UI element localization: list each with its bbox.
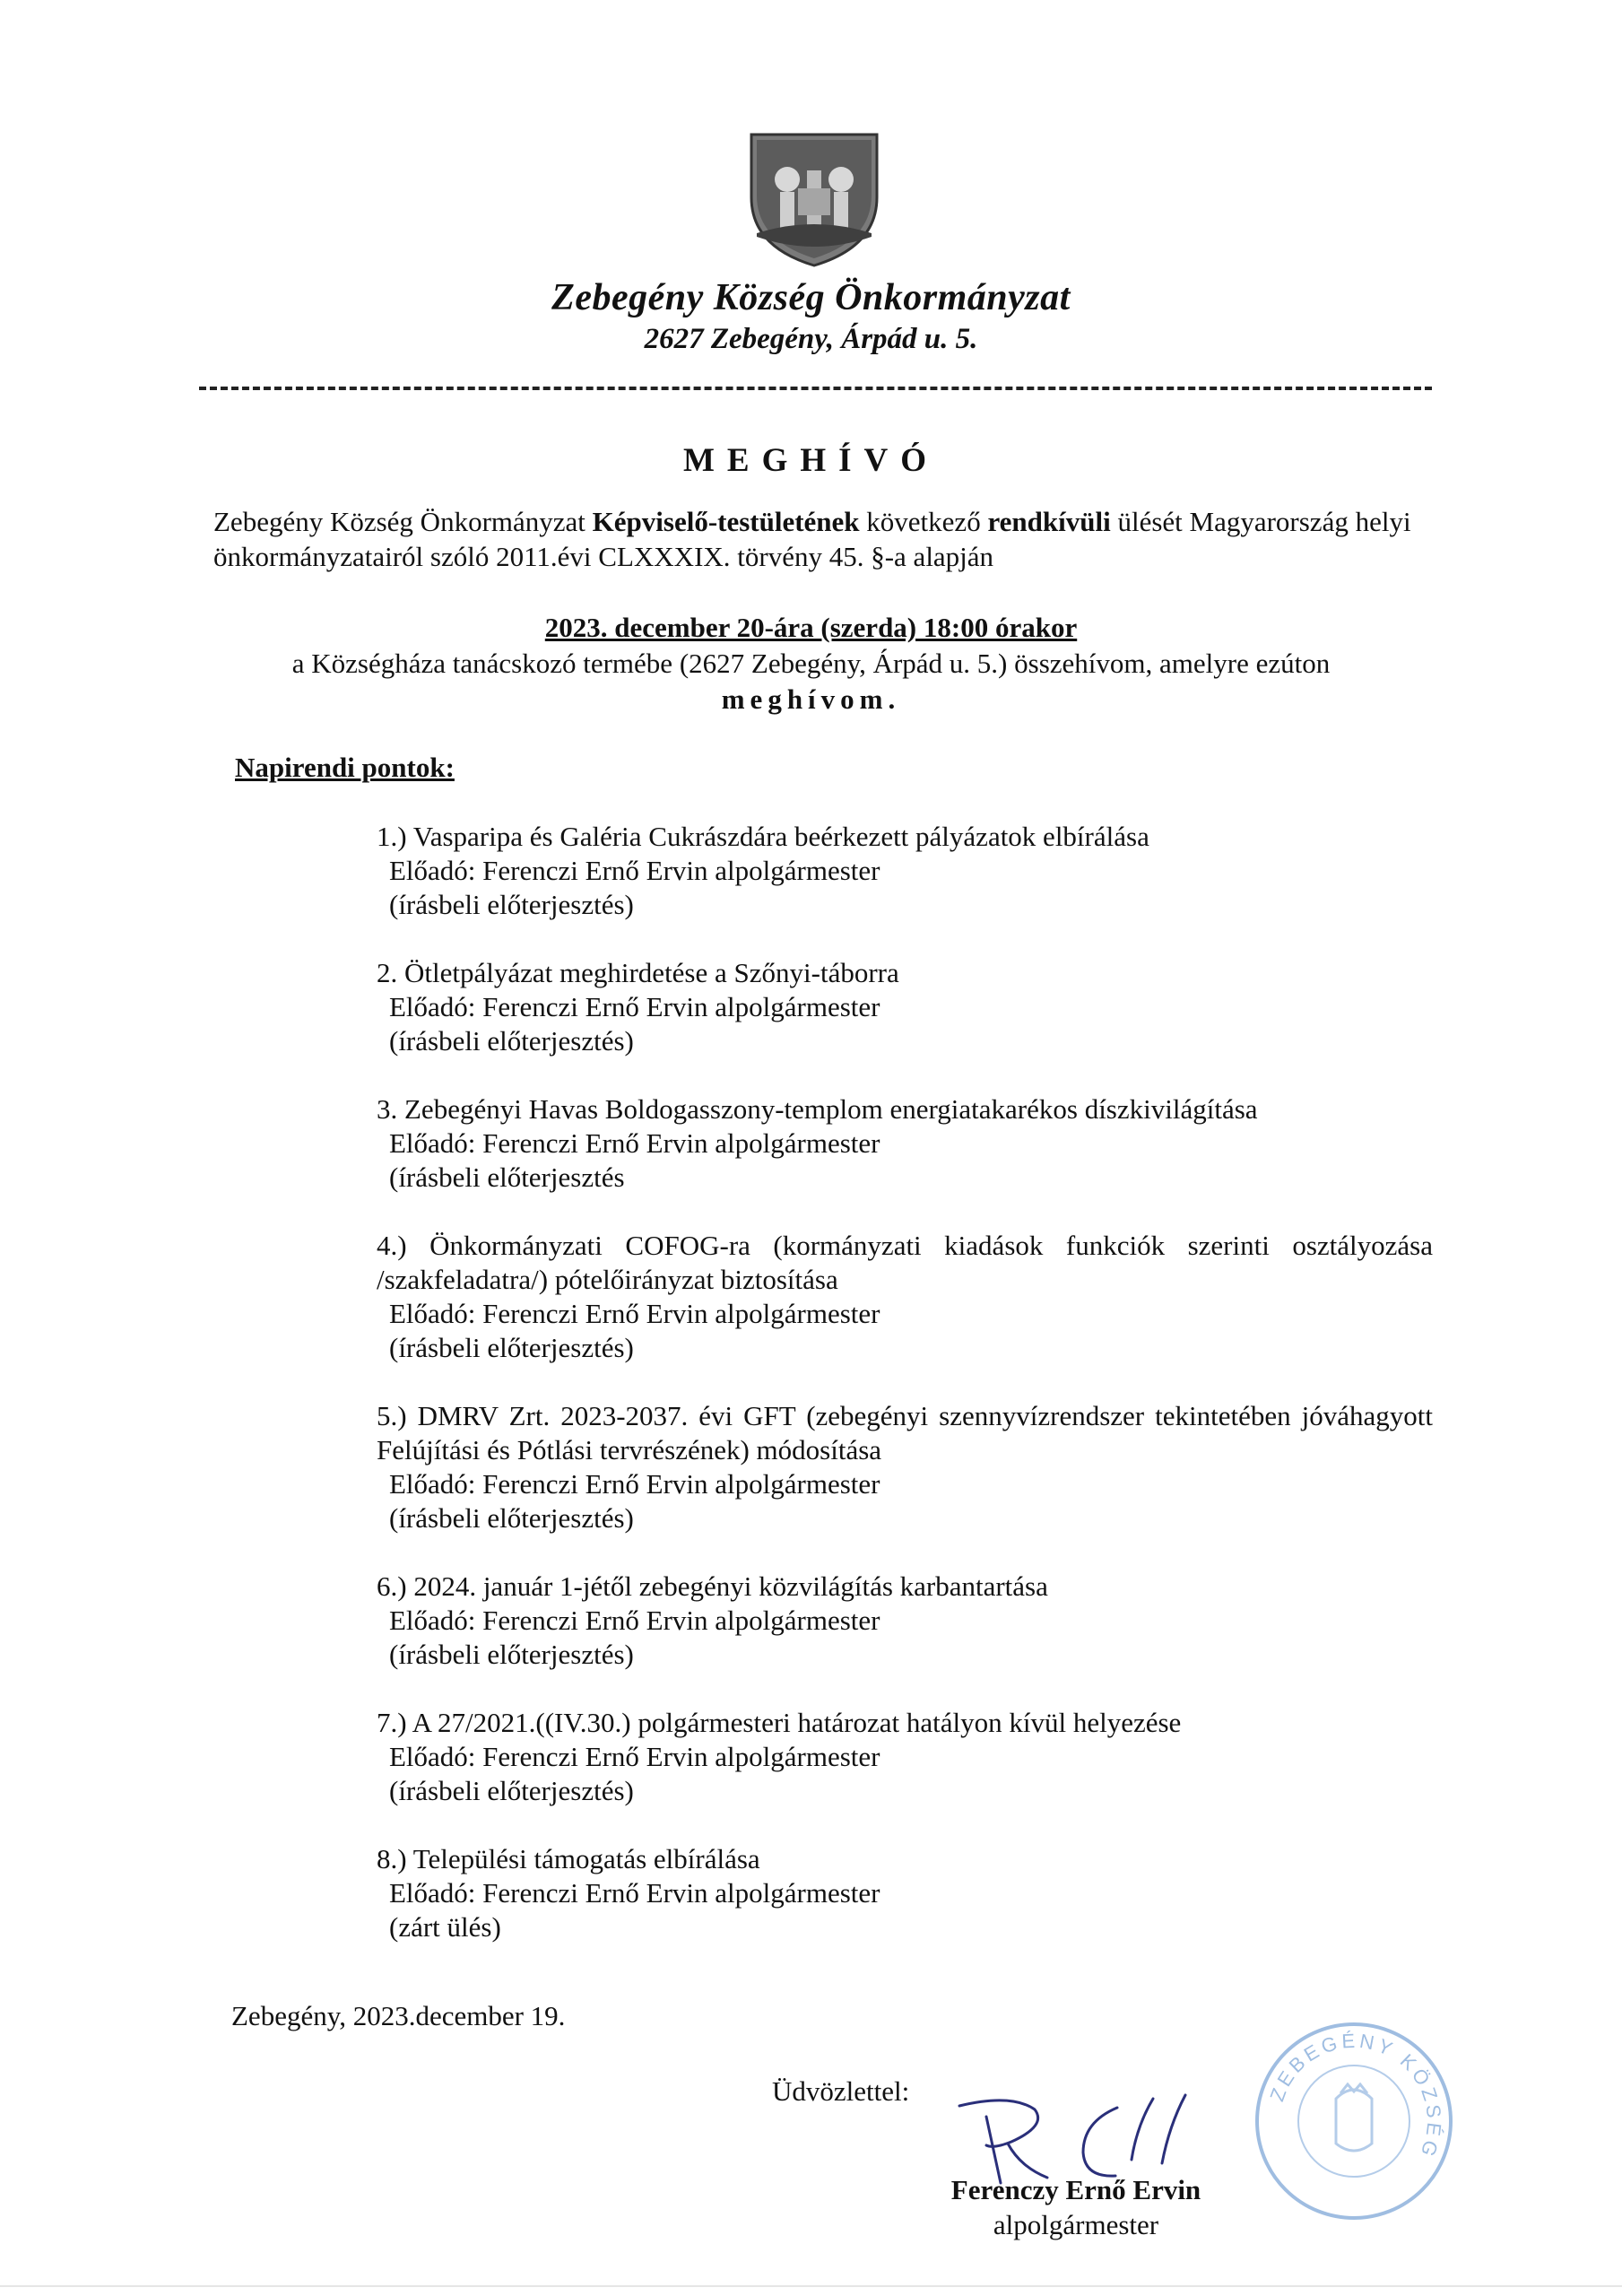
meeting-location: a Községháza tanácskozó termébe (2627 Zebegény, Árpád u. 5.) összehívom, amelyre ezúton — [291, 648, 1331, 679]
agenda-list — [377, 820, 1433, 1979]
agenda-item-title: 5.) DMRV Zrt. 2023-2037. évi GFT (zebegényi szennyvízrendszer tekintetében jóváhagyott Felújítási és Pótlási tervrészének) módosítása — [377, 1400, 1433, 1465]
agenda-item-note: (írásbeli előterjesztés) — [389, 1025, 634, 1057]
intro-text-2: következő — [859, 506, 988, 537]
agenda-item-presenter: Előadó: Ferenczi Ernő Ervin alpolgármester — [389, 855, 880, 886]
agenda-item — [377, 1570, 1433, 1672]
agenda-item-note: (írásbeli előterjesztés — [389, 1161, 625, 1193]
agenda-item-title: 2. Ötletpályázat meghirdetése a Szőnyi-táborra — [377, 957, 899, 988]
agenda-item-presenter: Előadó: Ferenczi Ernő Ervin alpolgármester — [389, 1877, 880, 1909]
intro-text-1: Zebegény Község Önkormányzat — [213, 506, 593, 537]
agenda-item — [377, 1706, 1433, 1808]
agenda-item — [377, 1842, 1433, 1944]
intro-bold-2: rendkívüli — [987, 506, 1111, 537]
agenda-item-note: (írásbeli előterjesztés) — [389, 1332, 634, 1363]
place-and-date: Zebegény, 2023.december 19. — [231, 2000, 566, 2031]
agenda-item-presenter: Előadó: Ferenczi Ernő Ervin alpolgármester — [389, 1127, 880, 1159]
meeting-details — [0, 610, 1622, 718]
agenda-item-note: (zárt ülés) — [389, 1911, 501, 1943]
agenda-item-note: (írásbeli előterjesztés) — [389, 1639, 634, 1670]
agenda-heading: Napirendi pontok: — [235, 752, 455, 783]
agenda-item-note: (írásbeli előterjesztés) — [389, 889, 634, 920]
agenda-item — [377, 820, 1433, 922]
agenda-item-presenter: Előadó: Ferenczi Ernő Ervin alpolgármester — [389, 1605, 880, 1636]
agenda-item-note: (írásbeli előterjesztés) — [389, 1775, 634, 1806]
agenda-item — [377, 1229, 1433, 1365]
document-title: MEGHÍVÓ — [682, 442, 940, 479]
agenda-item-title: 8.) Települési támogatás elbírálása — [377, 1843, 760, 1874]
signer-title: alpolgármester — [993, 2209, 1159, 2240]
signer-name: Ferenczy Ernő Ervin — [950, 2174, 1201, 2205]
org-name: Zebegény Község Önkormányzat — [551, 277, 1071, 318]
agenda-item — [377, 1092, 1433, 1195]
intro-bold-1: Képviselő-testületének — [592, 506, 860, 537]
org-address: 2627 Zebegény, Árpád u. 5. — [644, 323, 978, 355]
agenda-item-title: 4.) Önkormányzati COFOG-ra (kormányzati kiadások funkciók szerinti osztályozása /szakfeladatra/) pótelőirányzat biztosítása — [377, 1230, 1433, 1295]
agenda-item — [377, 1399, 1433, 1535]
agenda-item — [377, 956, 1433, 1058]
invite-word: meghívom. — [721, 683, 901, 715]
agenda-item-presenter: Előadó: Ferenczi Ernő Ervin alpolgármester — [389, 1468, 880, 1500]
agenda-item-title: 3. Zebegényi Havas Boldogasszony-templom energiatakarékos díszkivilágítása — [377, 1093, 1258, 1125]
stamp-text: ZEBEGÉNY KÖZSÉG — [1265, 2029, 1446, 2163]
agenda-item-presenter: Előadó: Ferenczi Ernő Ervin alpolgármester — [389, 1741, 880, 1772]
official-stamp — [1251, 2018, 1457, 2224]
agenda-item-title: 1.) Vasparipa és Galéria Cukrászdára beérkezett pályázatok elbírálása — [377, 821, 1149, 852]
meeting-date-time: 2023. december 20-ára (szerda) 18:00 órakor — [544, 612, 1078, 643]
greeting: Üdvözlettel: — [772, 2075, 910, 2107]
agenda-item-presenter: Előadó: Ferenczi Ernő Ervin alpolgármester — [389, 991, 880, 1022]
intro-text-3: ülését Magyarország helyi önkormányzatairól szóló 2011.évi CLXXXIX. törvény 45. §-a alapján — [213, 506, 1411, 572]
agenda-item-title: 6.) 2024. január 1-jétől zebegényi közvilágítás karbantartása — [377, 1570, 1048, 1602]
intro-paragraph — [213, 504, 1426, 574]
agenda-item-title: 7.) A 27/2021.((IV.30.) polgármesteri határozat hatályon kívül helyezése — [377, 1707, 1182, 1738]
agenda-item-note: (írásbeli előterjesztés) — [389, 1502, 634, 1534]
page-bottom-rule — [0, 2285, 1622, 2287]
coat-of-arms-logo — [744, 126, 884, 269]
agenda-item-presenter: Előadó: Ferenczi Ernő Ervin alpolgármester — [389, 1298, 880, 1329]
dashed-divider — [199, 387, 1432, 390]
